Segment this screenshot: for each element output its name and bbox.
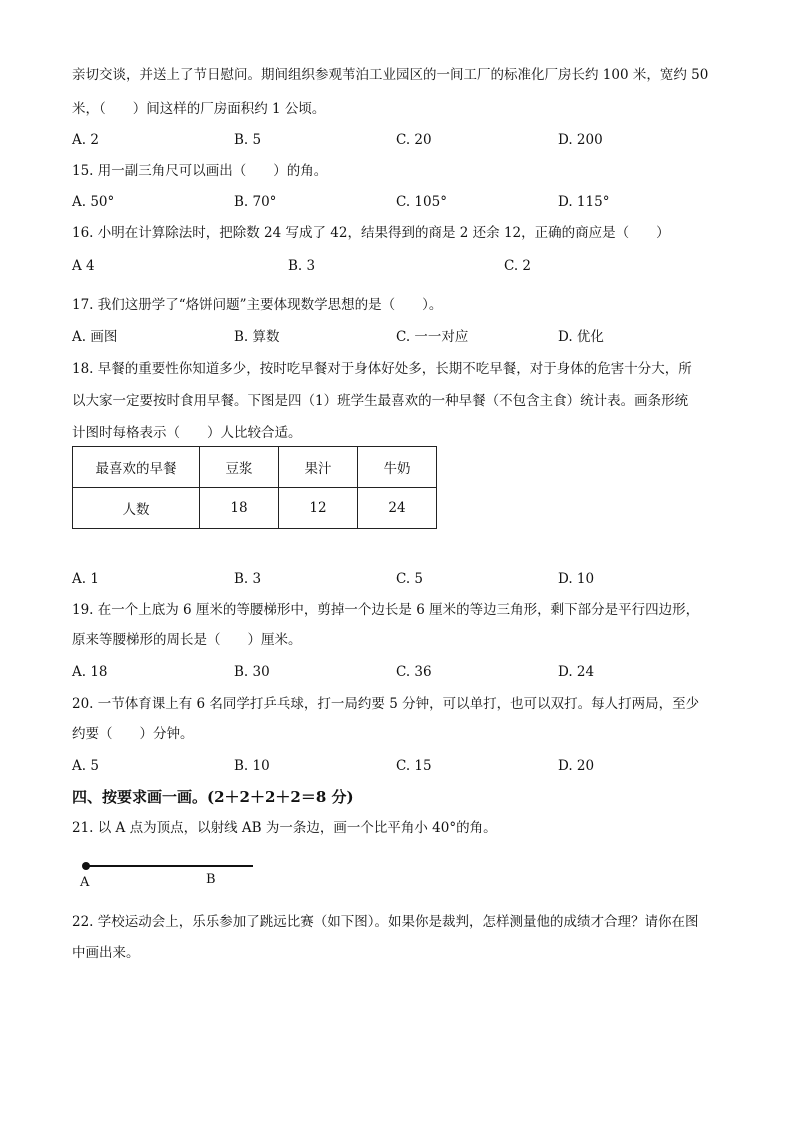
table-header-row (73, 447, 437, 488)
table-cell: 18 (200, 488, 279, 529)
q14-option-d: D. 200 (558, 132, 603, 148)
q20-text-line1: 20. 一节体育课上有 6 名同学打乒乓球，打一局约要 5 分钟，可以单打，也可以双打。每人打两局，至少 (72, 696, 700, 712)
q15-option-c: C. 105° (396, 194, 447, 210)
table-header-cell: 牛奶 (358, 447, 437, 488)
point-a-dot (82, 862, 90, 870)
table-row (73, 488, 437, 529)
point-a-label: A (80, 875, 90, 890)
q20-option-a: A. 5 (72, 758, 99, 774)
q14-option-c: C. 20 (396, 132, 432, 148)
q17-option-d: D. 优化 (558, 329, 604, 345)
q15-option-b: B. 70° (234, 194, 277, 210)
q20-option-b: B. 10 (234, 758, 270, 774)
q17-option-b: B. 算数 (234, 329, 280, 345)
point-b-label: B (206, 872, 216, 887)
table-cell: 24 (358, 488, 437, 529)
table-header-cell: 果汁 (279, 447, 358, 488)
table-cell: 人数 (73, 488, 200, 529)
section-heading: 四、按要求画一画。(2＋2＋2＋2＝8 分) (72, 788, 354, 806)
q19-option-d: D. 24 (558, 664, 595, 680)
q18-text-line3: 计图时每格表示（ ）人比较合适。 (72, 425, 302, 441)
q21-question: 21. 以 A 点为顶点，以射线 AB 为一条边，画一个比平角小 40°的角。 (72, 820, 497, 836)
q16-question: 16. 小明在计算除法时，把除数 24 写成了 42，结果得到的商是 2 还余 12，正确的商应是（ ） (72, 225, 670, 241)
q18-option-d: D. 10 (558, 571, 595, 587)
q14-option-b: B. 5 (234, 132, 262, 148)
q19-option-b: B. 30 (234, 664, 270, 680)
q18-option-b: B. 3 (234, 571, 262, 587)
table-header-cell: 豆浆 (200, 447, 279, 488)
q17-question: 17. 我们这册学了“烙饼问题”主要体现数学思想的是（ ）。 (72, 297, 443, 313)
q17-option-a: A. 画图 (72, 329, 118, 345)
breakfast-table (72, 446, 437, 529)
q19-option-c: C. 36 (396, 664, 432, 680)
q16-option-b: B. 3 (288, 258, 316, 274)
ray-ab-figure (78, 858, 258, 874)
q15-question: 15. 用一副三角尺可以画出（ ）的角。 (72, 163, 328, 179)
q22-text-line2: 中画出来。 (72, 945, 140, 961)
q20-text-line2: 约要（ ）分钟。 (72, 726, 194, 742)
q22-text-line1: 22. 学校运动会上，乐乐参加了跳远比赛（如下图）。如果你是裁判，怎样测量他的成绩才合理？请你在图 (72, 914, 699, 930)
q19-text-line1: 19. 在一个上底为 6 厘米的等腰梯形中，剪掉一个边长是 6 厘米的等边三角形，剩下部分是平行四边形， (72, 602, 700, 618)
q15-option-d: D. 115° (558, 194, 610, 210)
q15-option-a: A. 50° (72, 194, 115, 210)
table-header-cell: 最喜欢的早餐 (73, 447, 200, 488)
q18-option-c: C. 5 (396, 571, 424, 587)
q20-option-d: D. 20 (558, 758, 595, 774)
q17-option-c: C. 一一对应 (396, 329, 469, 345)
q18-text-line2: 以大家一定要按时食用早餐。下图是四（1）班学生最喜欢的一种早餐（不包含主食）统计表。画条形统 (72, 393, 689, 409)
q14-text-line2: 米，（ ）间这样的厂房面积约 1 公顷。 (72, 101, 326, 117)
q20-option-c: C. 15 (396, 758, 432, 774)
q18-text-line1: 18. 早餐的重要性你知道多少，按时吃早餐对于身体好处多，长期不吃早餐，对于身体的危害十分大，所 (72, 361, 692, 377)
q19-option-a: A. 18 (72, 664, 108, 680)
q16-option-a: A 4 (72, 258, 95, 274)
q14-text-line1: 亲切交谈，并送上了节日慰问。期间组织参观苇泊工业园区的一间工厂的标准化厂房长约 100 米，宽约 50 (72, 67, 709, 83)
table-cell: 12 (279, 488, 358, 529)
q19-text-line2: 原来等腰梯形的周长是（ ）厘米。 (72, 632, 302, 648)
q16-option-c: C. 2 (504, 258, 532, 274)
q18-option-a: A. 1 (72, 571, 99, 587)
q14-option-a: A. 2 (72, 132, 99, 148)
